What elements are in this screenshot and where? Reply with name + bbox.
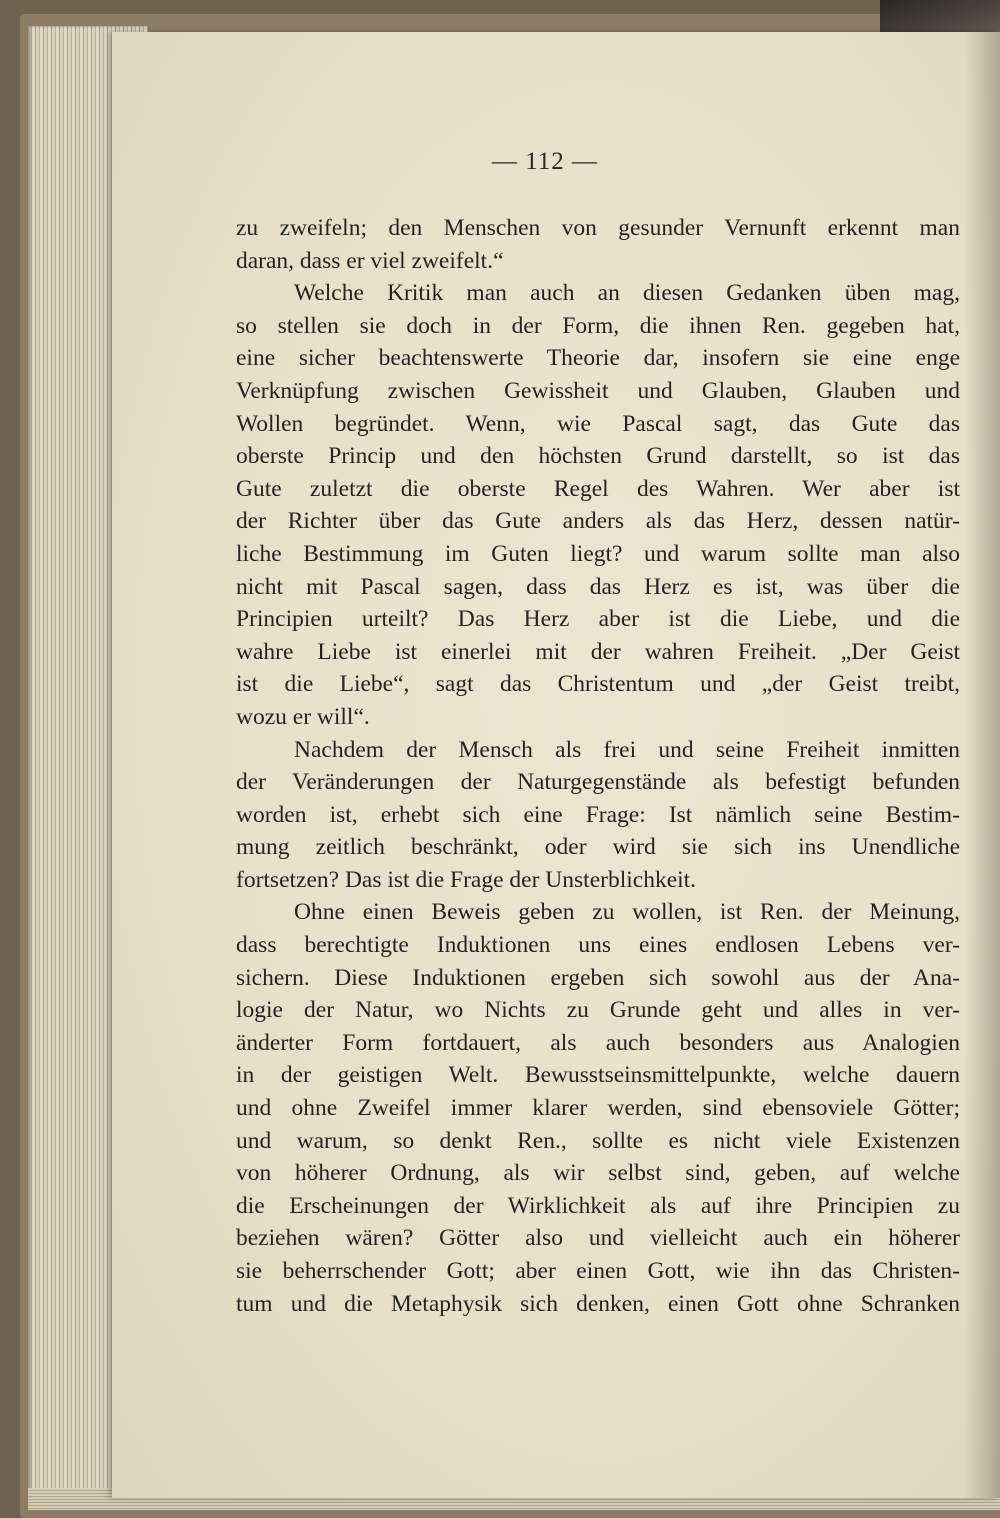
text-line: zu zweifeln; den Menschen von gesunder Vernunft erkennt man bbox=[236, 215, 960, 241]
text-line: in der geistigen Welt. Bewusstseinsmittelpunkte, welche dauern bbox=[236, 1062, 960, 1089]
spine-shadow bbox=[964, 32, 1000, 1498]
text-line: beziehen wären? Götter also und vielleicht auch ein höherer bbox=[236, 1225, 960, 1252]
text-line: nicht mit Pascal sagen, dass das Herz es ist, was über die bbox=[236, 573, 960, 600]
text-line: daran, dass er viel zweifelt.“ bbox=[236, 247, 504, 274]
text-line: Nachdem der Mensch als frei und seine Freiheit inmitten bbox=[294, 736, 960, 763]
text-line: tum und die Metaphysik sich denken, einen Gott ohne Schranken bbox=[236, 1290, 960, 1317]
text-line: änderter Form fortdauert, als auch besonders aus Analogien bbox=[236, 1029, 960, 1056]
text-line: Wollen begründet. Wenn, wie Pascal sagt, das Gute das bbox=[236, 410, 960, 437]
text-line: Gute zuletzt die oberste Regel des Wahren. Wer aber ist bbox=[236, 475, 960, 502]
text-line: worden ist, erhebt sich eine Frage: Ist nämlich seine Bestim- bbox=[236, 801, 960, 828]
text-line: dass berechtigte Induktionen uns eines endlosen Lebens ver- bbox=[236, 932, 960, 959]
page-number: — 112 — bbox=[491, 148, 599, 175]
text-line: die Erscheinungen der Wirklichkeit als auf ihre Principien zu bbox=[236, 1192, 960, 1219]
text-line: wahre Liebe ist einerlei mit der wahren Freiheit. „Der Geist bbox=[236, 638, 960, 665]
text-line: Verknüpfung zwischen Gewissheit und Glauben, Glauben und bbox=[236, 377, 960, 404]
text-line: so stellen sie doch in der Form, die ihnen Ren. gegeben hat, bbox=[236, 312, 960, 339]
text-line: mung zeitlich beschränkt, oder wird sie sich ins Unendliche bbox=[236, 834, 960, 861]
text-line: Ohne einen Beweis geben zu wollen, ist Ren. der Meinung, bbox=[294, 899, 960, 926]
text-line: sichern. Diese Induktionen ergeben sich sowohl aus der Ana- bbox=[236, 964, 960, 991]
text-line: ist die Liebe“, sagt das Christentum und „der Geist treibt, bbox=[236, 671, 960, 698]
body-text bbox=[236, 212, 960, 1320]
text-line: und ohne Zweifel immer klarer werden, sind ebensoviele Götter; bbox=[236, 1095, 960, 1122]
text-line: fortsetzen? Das ist die Frage der Unsterblichkeit. bbox=[236, 866, 697, 893]
text-line: Principien urteilt? Das Herz aber ist die Liebe, und die bbox=[236, 606, 960, 633]
text-line: und warum, so denkt Ren., sollte es nicht viele Existenzen bbox=[236, 1127, 960, 1154]
text-line: der Richter über das Gute anders als das Herz, dessen natür- bbox=[236, 508, 960, 535]
text-line: oberste Princip und den höchsten Grund darstellt, so ist das bbox=[236, 443, 960, 470]
text-line: wozu er will“. bbox=[236, 703, 370, 730]
text-line: liche Bestimmung im Guten liegt? und warum sollte man also bbox=[236, 540, 960, 567]
text-line: Welche Kritik man auch an diesen Gedanken üben mag, bbox=[294, 280, 960, 307]
text-line: logie der Natur, wo Nichts zu Grunde geht und alles in ver- bbox=[236, 997, 960, 1024]
text-line: von höherer Ordnung, als wir selbst sind, geben, auf welche bbox=[236, 1160, 960, 1187]
text-line: sie beherrschender Gott; aber einen Gott, wie ihn das Christen- bbox=[236, 1258, 960, 1284]
text-line: der Veränderungen der Naturgegenstände als befestigt befunden bbox=[236, 769, 960, 796]
text-line: eine sicher beachtenswerte Theorie dar, insofern sie eine enge bbox=[236, 345, 960, 372]
